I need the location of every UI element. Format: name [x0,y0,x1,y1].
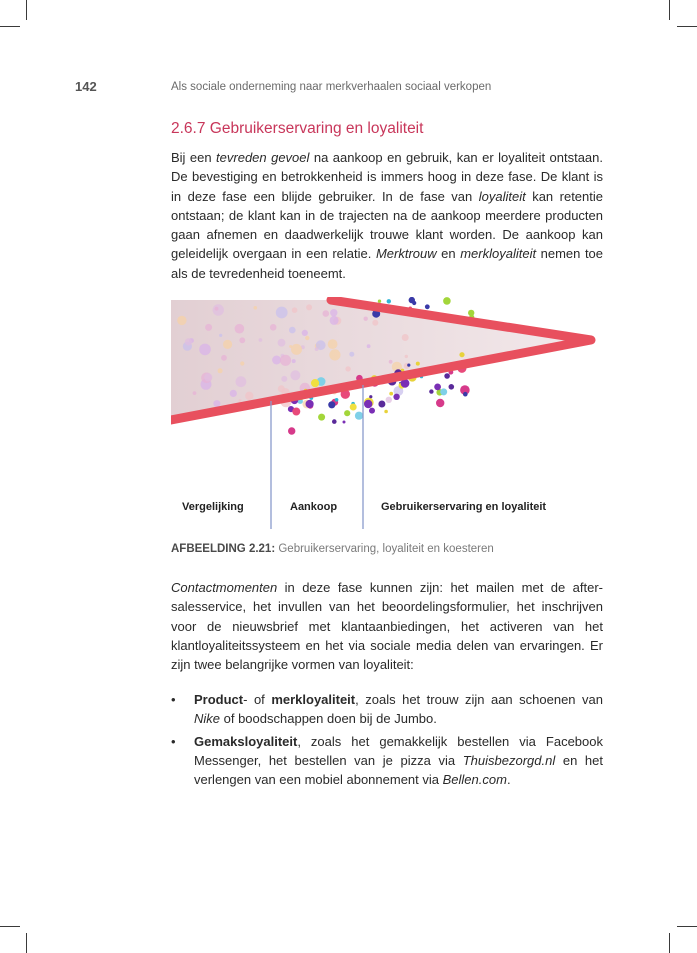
phase-label-vergelijking: Vergelijking [182,501,244,513]
confetti-dot [328,401,335,408]
confetti-dot [344,410,350,416]
confetti-dot [364,317,368,321]
confetti-dot [235,324,245,334]
confetti-dot [236,376,247,387]
confetti-dot [328,339,338,349]
bullet-icon: • [171,692,176,707]
confetti-dot [459,352,464,357]
confetti-dot [292,408,300,416]
confetti-dot [280,355,291,366]
confetti-dot [335,398,339,402]
confetti-dot [429,389,433,393]
bullet-list [171,690,603,792]
confetti-dot [205,324,212,331]
confetti-dot [254,306,258,310]
crop-mark [26,933,27,953]
crop-mark [0,926,20,927]
crop-mark [677,926,697,927]
confetti-dot [378,300,381,303]
confetti-dot [315,347,319,351]
list-item: • Gemaksloyaliteit, zoals het gemakkelijk bestellen via Facebook Messenger, het bestellen van je pizza via Thuisbezorgd.nl en het verlengen van een mobiel abonnement via Bellen.com. [171,733,603,788]
confetti-dot [305,336,309,340]
bullet-icon: • [171,733,176,749]
figure-caption: AFBEELDING 2.21: Gebruikerservaring, loyaliteit en koesteren [171,543,494,555]
confetti-dot [318,414,325,421]
confetti-dot [199,344,211,356]
confetti-dot [240,361,244,365]
confetti-dot [204,373,212,381]
confetti-dot [239,399,242,402]
confetti-dot [364,400,372,408]
confetti-dot [278,339,286,347]
confetti-dot [343,421,346,424]
confetti-dot [443,297,451,305]
phase-label-gebruikerservaring: Gebruikerservaring en loyaliteit [381,501,547,513]
confetti-dot [440,388,447,395]
confetti-dot [349,352,354,357]
confetti-dot [259,338,263,342]
paragraph: Bij een tevreden gevoel na aankoop en gebruik, kan er loyaliteit ontstaan. De bevestiging en betrokkenheid is immers hoog in deze fase. De klant is in deze fase een blijde gebruiker. In de fase van loyaliteit kan retentie ontstaan; de klant kan in de trajecten na de aankoop meerdere producten gaan afnemen en daadwerkelijk trouwe klant worden. De aankoop kan geleidelijk overgaan in een relatie. Merktrouw en merkloyaliteit nemen toe als de tevredenheid toeneemt. [171,150,604,281]
confetti-dot [386,397,392,403]
confetti-dot [405,355,408,358]
confetti-dot [306,304,312,310]
confetti-dot [355,412,363,420]
confetti-dot [218,368,223,373]
confetti-dot [434,384,441,391]
confetti-dot [436,399,444,407]
confetti-dot [239,337,245,343]
confetti-dot [289,327,296,334]
confetti-dot [367,344,371,348]
figure-funnel [171,297,601,537]
confetti-dot [230,390,237,397]
confetti-dot [369,395,372,398]
crop-mark [26,0,27,20]
confetti-dot [425,304,430,309]
confetti-dot [292,307,298,313]
confetti-dot [291,344,302,355]
confetti-dot [245,392,253,400]
confetti-dot [219,334,222,337]
confetti-dot [323,310,330,317]
confetti-dot [311,379,319,387]
confetti-dot [402,334,409,341]
confetti-dot [393,394,399,400]
confetti-dot [290,370,300,380]
confetti-dot [276,307,288,319]
crop-mark [669,933,670,953]
confetti-dot [302,330,308,336]
confetti-dot [306,400,314,408]
confetti-dot [272,356,281,365]
paragraph: Contactmomenten in deze fase kunnen zijn: het mailen met de after-salesservice, het invullen van het beoordelingsformulier, het inschrijven voor de nieuwsbrief met klantaanbiedingen, het activeren van het klantloyaliteitssysteem en het via sociale media delen van ervaringen. Er zijn twee belangrijke vormen van loyaliteit: [171,580,603,673]
phase-label-aankoop: Aankoop [290,501,338,513]
confetti-dot [350,404,357,411]
confetti-dot [292,359,296,363]
confetti-dot [215,307,219,311]
confetti-dot [372,320,378,326]
confetti-dot [330,309,337,316]
list-item: • Product- of merkloyaliteit, zoals het trouw zijn aan schoenen van Nike of boodschappen doen bij de Jumbo. [171,692,604,727]
confetti-dot [185,338,192,345]
crop-mark [0,26,20,27]
confetti-dot [288,427,295,434]
confetti-dot [330,316,339,325]
confetti-dot [389,360,393,364]
confetti-dot [270,324,277,331]
confetti-dot [332,419,337,424]
confetti-dot [213,304,224,315]
confetti-dot [369,408,375,414]
confetti-dot [221,355,227,361]
confetti-dot [449,384,455,390]
confetti-dot [463,392,468,397]
page-number: 142 [75,79,97,94]
confetti-dot [177,316,186,325]
confetti-dot [387,299,391,303]
confetti-dot [416,362,420,366]
running-head: Als sociale onderneming naar merkverhaalen sociaal verkopen [171,81,492,93]
confetti-dot [223,340,232,349]
confetti-dot [409,297,415,303]
confetti-dot [193,391,197,395]
confetti-dot [213,400,220,407]
section-title: 2.6.7 Gebruikerservaring en loyaliteit [171,120,424,137]
confetti-dot [389,392,393,396]
confetti-dot [407,364,410,367]
confetti-dot [378,401,385,408]
crop-mark [669,0,670,20]
confetti-dot [444,373,450,379]
confetti-dot [281,376,287,382]
confetti-dot [345,366,350,371]
crop-mark [677,26,697,27]
confetti-dot [384,410,388,414]
confetti-dot [329,349,340,360]
